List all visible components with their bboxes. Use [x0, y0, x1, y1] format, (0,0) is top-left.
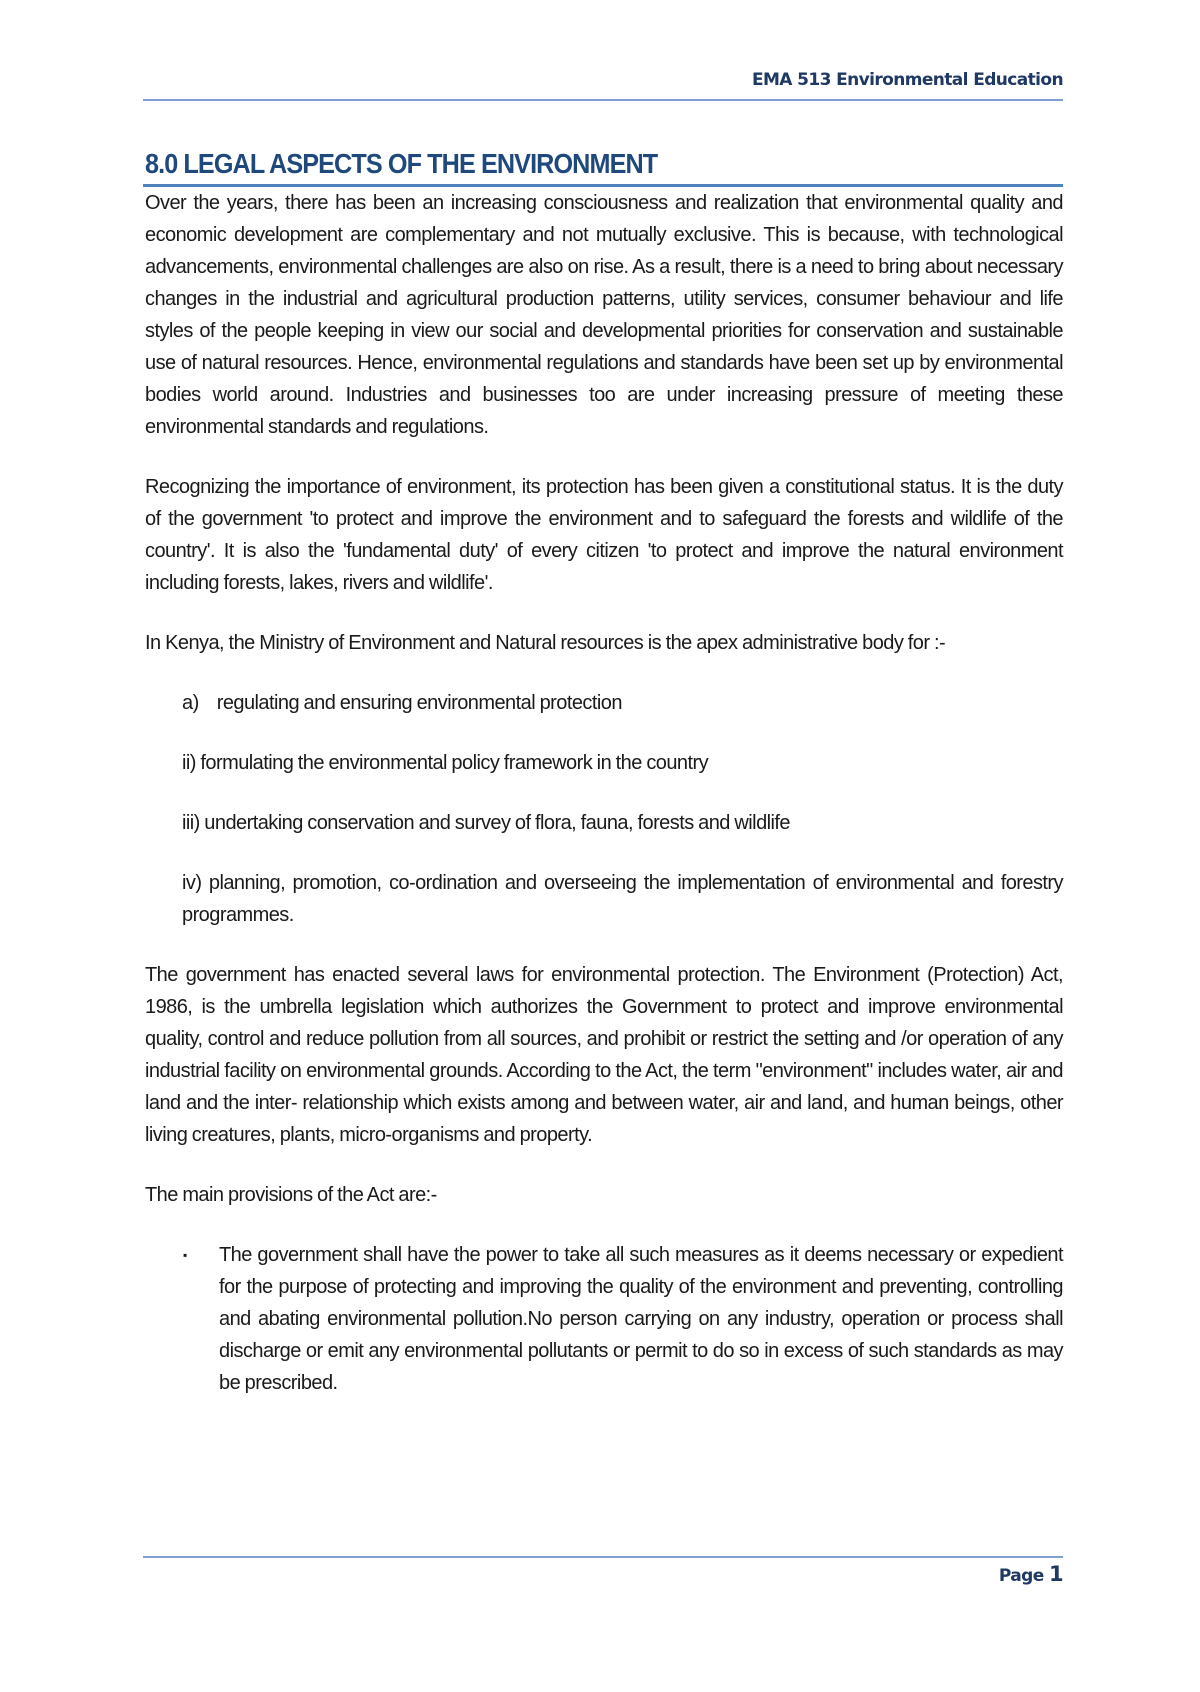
- paragraph: Recognizing the importance of environment, its protection has been given a constitutional status. It is the duty of the government 'to protect and improve the environment and to safeguard the forests and wildlife of the country'. It is also the 'fundamental duty' of every citizen 'to protect and improve the natural environment including forests, lakes, rivers and wildlife'.: [145, 476, 1063, 594]
- paragraph: Over the years, there has been an increasing consciousness and realization that environmental quality and economic development are complementary and not mutually exclusive. This is because, with technological advancements, environmental challenges are also on rise. As a result, there is a need to bring about necessary changes in the industrial and agricultural production patterns, utility services, consumer behaviour and life styles of the people keeping in view our social and developmental priorities for conservation and sustainable use of natural resources. Hence, environmental regulations and standards have been set up by environmental bodies world around. Industries and businesses too are under increasing pressure of meeting these environmental standards and regulations.: [145, 192, 1063, 438]
- paragraph: The main provisions of the Act are:-: [145, 1184, 437, 1206]
- list-item: a) regulating and ensuring environmental protection: [182, 692, 622, 714]
- list-item: iv) planning, promotion, co-ordination and overseeing the implementation of environmental and forestry programmes.: [182, 872, 1063, 926]
- list-item: iii) undertaking conservation and survey of flora, fauna, forests and wildlife: [182, 812, 791, 834]
- list-item: ii) formulating the environmental policy framework in the country: [182, 752, 709, 774]
- header-rule: [143, 99, 1063, 101]
- page-number: 1: [1048, 1562, 1063, 1586]
- running-header: EMA 513 Environmental Education: [751, 70, 1063, 90]
- bullet-text: The government shall have the power to take all such measures as it deems necessary or expedient for the purpose of protecting and improving the quality of the environment and preventing, controlling and abating environmental pollution.No person carrying on any industry, operation or process shall discharge or emit any environmental pollutants or permit to do so in excess of such standards as may be prescribed.: [219, 1244, 1063, 1394]
- footer-rule: [143, 1556, 1063, 1558]
- paragraph: In Kenya, the Ministry of Environment and Natural resources is the apex administrative body for :-: [145, 632, 946, 654]
- page-label: Page: [998, 1566, 1044, 1586]
- bullet-item: [183, 1239, 1063, 1427]
- bullet-square-icon: ▪: [183, 1248, 187, 1262]
- section-title: 8.0 LEGAL ASPECTS OF THE ENVIRONMENT: [145, 148, 658, 179]
- paragraph: The government has enacted several laws for environmental protection. The Environment (Protection) Act, 1986, is the umbrella legislation which authorizes the Government to protect and improve environmental quality, control and reduce pollution from all sources, and prohibit or restrict the setting and /or operation of any industrial facility on environmental grounds. According to the Act, the term "environment" includes water, air and land and the inter- relationship which exists among and between water, air and land, and human beings, other living creatures, plants, micro-organisms and property.: [145, 964, 1063, 1146]
- document-body: [145, 187, 1063, 1427]
- page-footer: [999, 1562, 1063, 1586]
